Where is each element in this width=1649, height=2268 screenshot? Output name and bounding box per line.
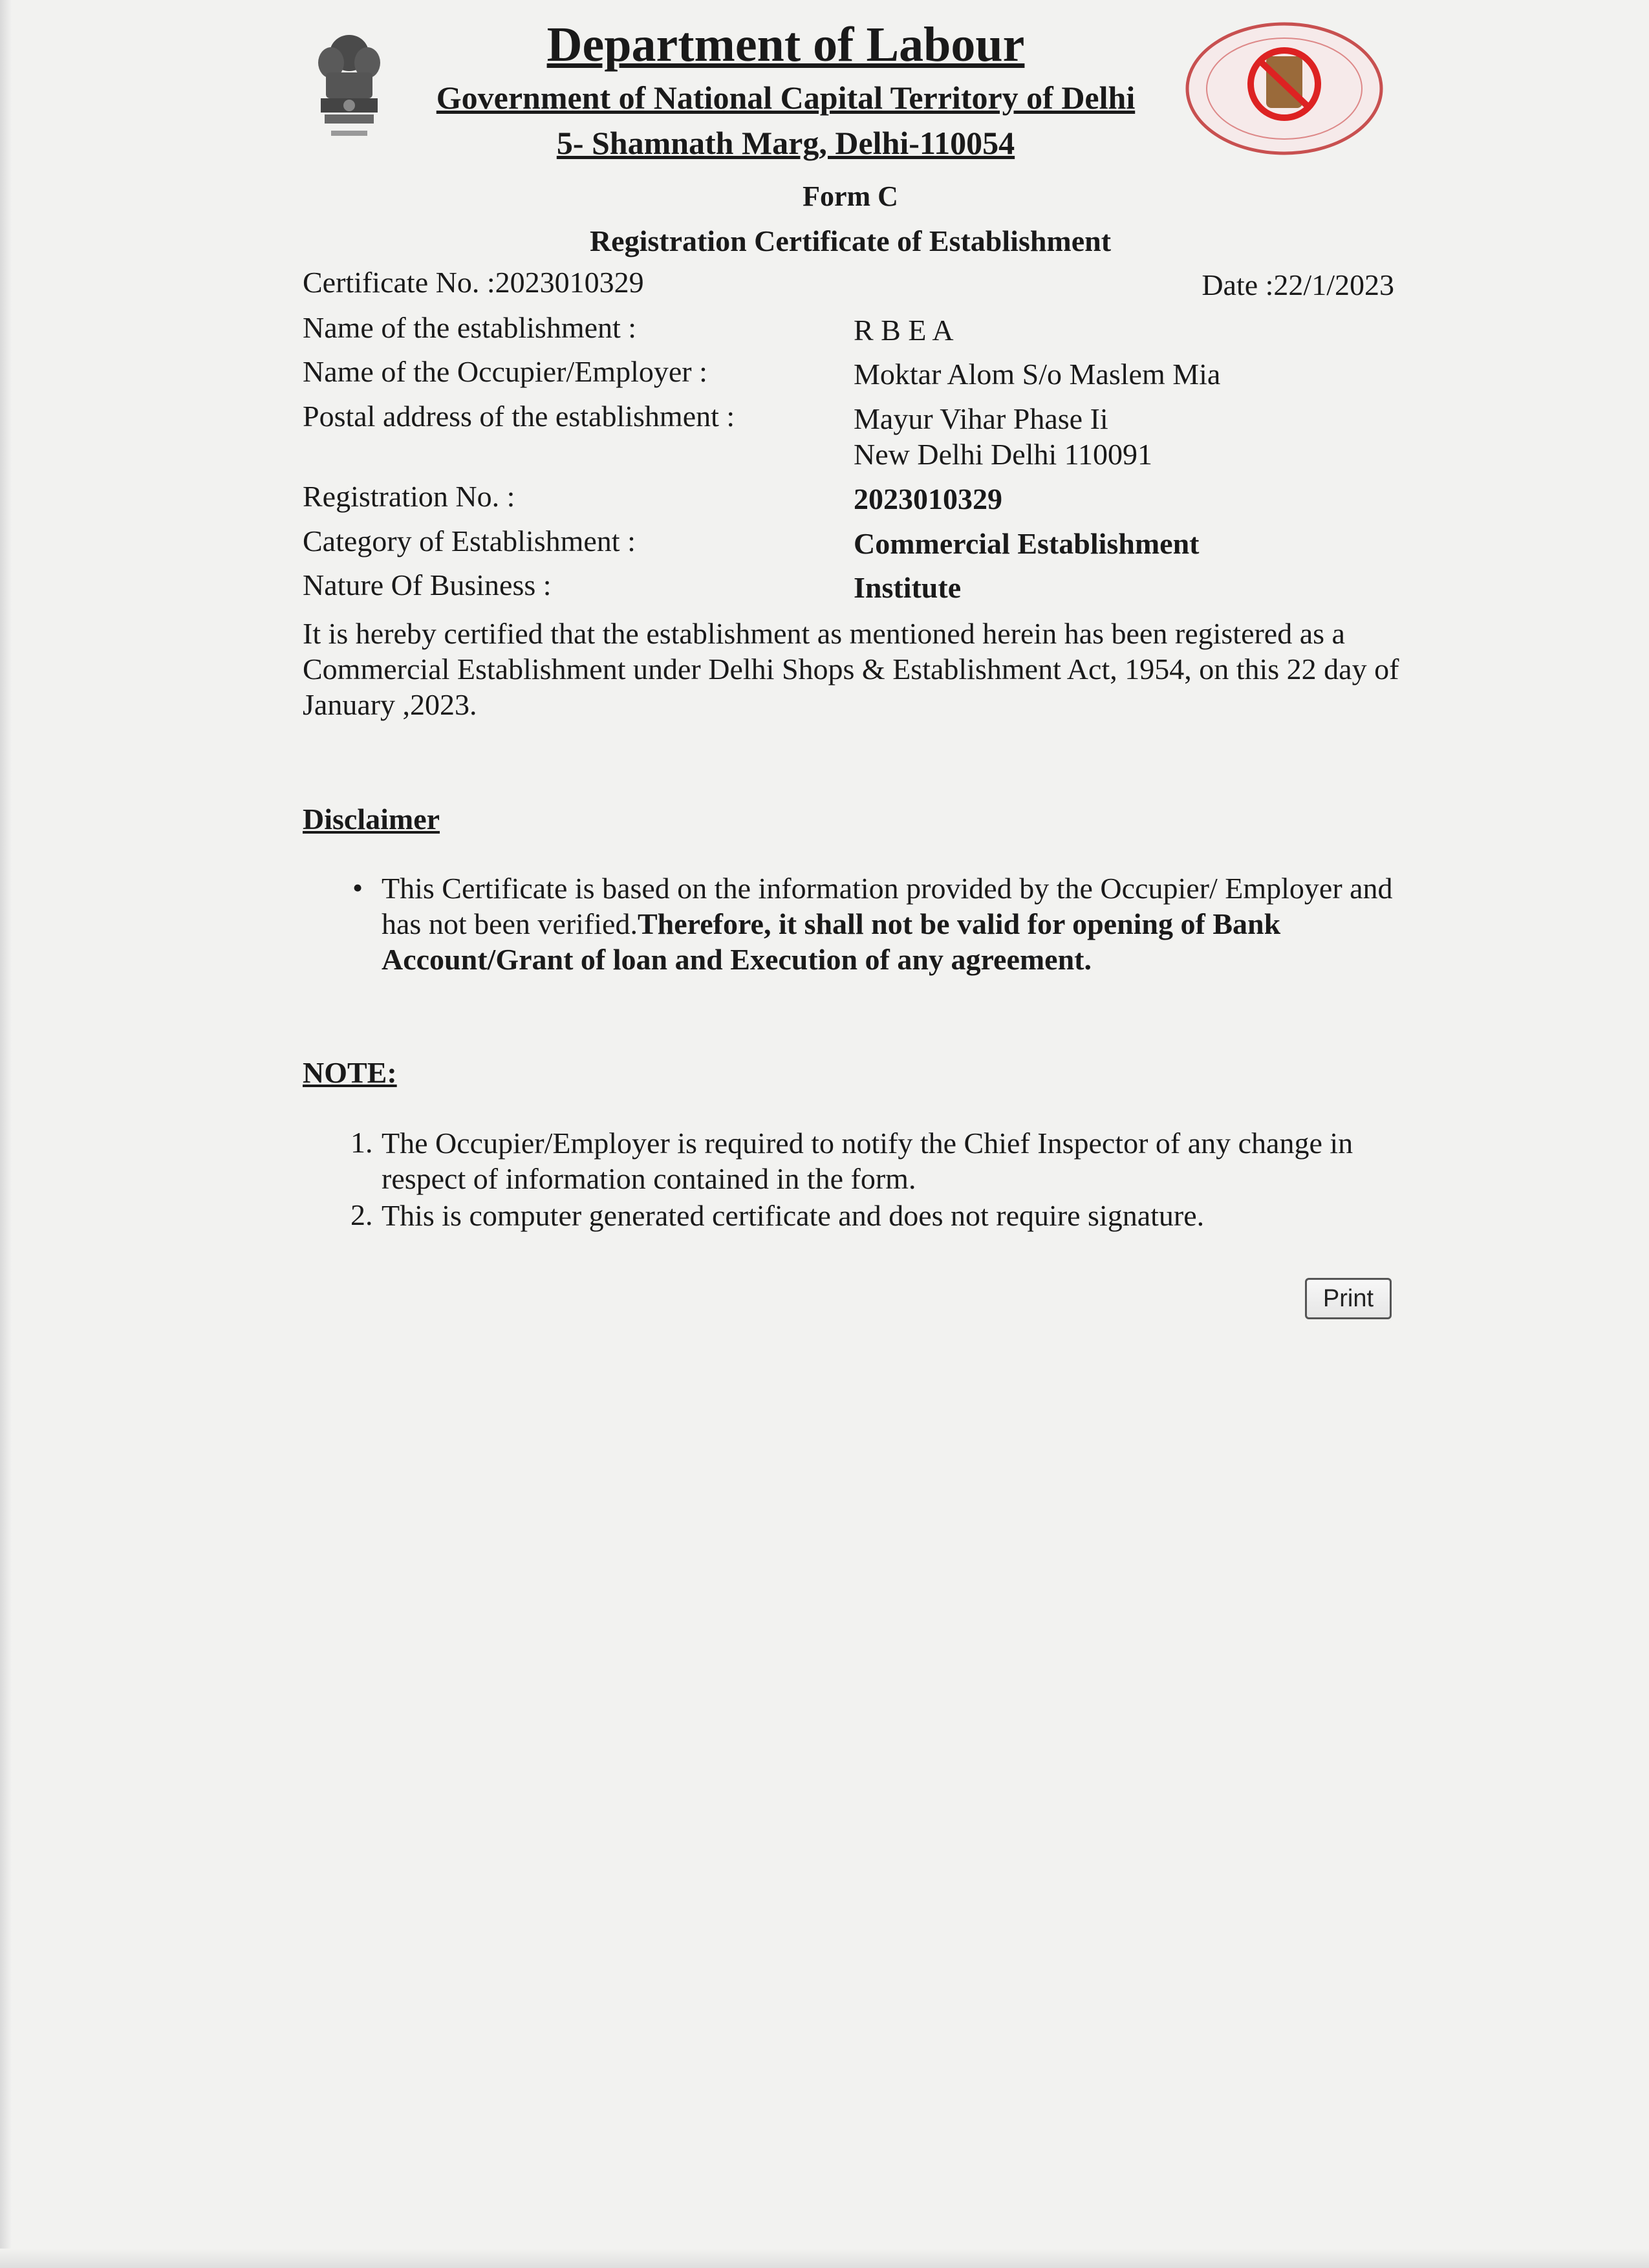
print-button[interactable]: Print (1305, 1278, 1392, 1319)
note-number-1: 1. (350, 1126, 373, 1159)
field-value-occupier: Moktar Alom S/o Maslem Mia (854, 358, 1221, 391)
disclaimer-text-bold: Therefore, it shall not be valid for opening of Bank Account/Grant of loan and Execution of any agreement. (382, 907, 1281, 976)
field-value-establishment-name: R B E A (854, 314, 954, 347)
note-item-1: The Occupier/Employer is required to notify the Chief Inspector of any change in respect of information contained in the form. (382, 1127, 1353, 1195)
field-label-occupier: Name of the Occupier/Employer : (303, 355, 707, 388)
scan-edge-shadow (0, 0, 12, 2268)
department-title: Department of Labour (546, 17, 1025, 72)
field-value-postal-address-line2: New Delhi Delhi 110091 (854, 438, 1153, 471)
scan-bottom-shadow (0, 2249, 1649, 2268)
certification-statement: It is hereby certified that the establishment as mentioned herein has been registered as a Commercial Establishment under Delhi Shops & Establishment Act, 1954, on this 22 day of January ,2023. (303, 617, 1399, 721)
field-value-postal-address-line1: Mayur Vihar Phase Ii (854, 402, 1108, 435)
field-label-registration-no: Registration No. : (303, 480, 515, 513)
disclaimer-text (382, 870, 1397, 977)
field-label-establishment-name: Name of the establishment : (303, 311, 637, 344)
field-value-category: Commercial Establishment (854, 527, 1200, 560)
government-title: Government of National Capital Territory of Delhi (436, 80, 1136, 116)
certificate-number: Certificate No. :2023010329 (303, 266, 644, 299)
field-label-category: Category of Establishment : (303, 524, 636, 557)
note-heading: NOTE: (303, 1056, 397, 1089)
department-address: 5- Shamnath Marg, Delhi-110054 (556, 125, 1015, 161)
field-value-nature-of-business: Institute (854, 571, 962, 604)
note-item-2: This is computer generated certificate and does not require signature. (382, 1199, 1205, 1232)
field-label-nature-of-business: Nature Of Business : (303, 568, 552, 601)
form-name: Form C (803, 180, 898, 212)
field-label-postal-address: Postal address of the establishment : (303, 400, 735, 433)
disclaimer-bullet: • (352, 871, 363, 904)
certificate-title: Registration Certificate of Establishment (589, 224, 1112, 257)
disclaimer-text-normal: This Certificate is based on the information provided by the Occupier/ Employer and has not been verified. (382, 872, 1393, 940)
field-value-registration-no: 2023010329 (854, 482, 1002, 515)
disclaimer-heading: Disclaimer (303, 803, 440, 836)
note-number-2: 2. (350, 1198, 373, 1231)
certificate-date: Date :22/1/2023 (1202, 268, 1394, 301)
